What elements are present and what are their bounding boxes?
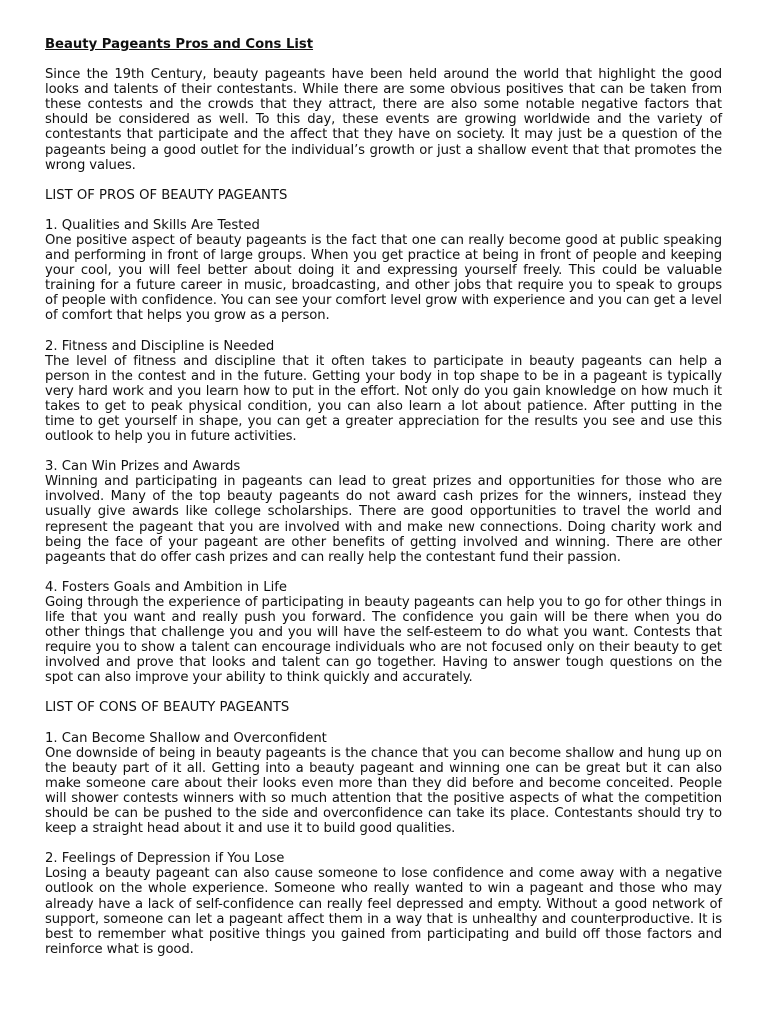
con-title-2: 2. Feelings of Depression if You Lose: [45, 851, 285, 867]
pro-body-1: One positive aspect of beauty pageants is the fact that one can really become good at public speaking and performing in front of large groups. When you get practice at being in front of people and keeping your cool, you will feel better about doing it and expressing yourself freely. This could be valuable training for a future career in music, broadcasting, and other jobs that require you to speak to groups of people with confidence. You can see your comfort level grow with experience and you can get a level of comfort that helps you grow as a person.: [45, 232, 722, 324]
pro-title-3: 3. Can Win Prizes and Awards: [45, 459, 241, 475]
con-section-2: [45, 851, 722, 957]
pro-body-4: Going through the experience of participating in beauty pageants can help you to go for other things in life that you want and really push you forward. The confidence you gain will be there when you do other things that challenge you and you will have the self-esteem to do what you want. Contests that require you to show a talent can encourage individuals who are not focused only on their beauty to get involved and prove that looks and talent can go together. Having to answer tough questions on the spot can also improve your ability to think quickly and accurately.: [45, 594, 722, 686]
pro-title-2: 2. Fitness and Discipline is Needed: [45, 338, 275, 354]
pro-body-3: Winning and participating in pageants can lead to great prizes and opportunities for those who are involved. Many of the top beauty pageants do not award cash prizes for the winners, instead they usually give awards like college scholarships. There are good opportunities to travel the world and represent the pageant that you are involved with and make new connections. Doing charity work and being the face of your pageant are other benefits of getting involved and winning. There are other pageants that do offer cash prizes and can really help the contestant fund their passion.: [45, 474, 722, 565]
pro-title-4: 4. Fosters Goals and Ambition in Life: [45, 579, 288, 595]
pro-title-1: 1. Qualities and Skills Are Tested: [45, 217, 260, 233]
pros-heading: LIST OF PROS OF BEAUTY PAGEANTS: [45, 187, 288, 203]
con-body-2: Losing a beauty pageant can also cause someone to lose confidence and come away with a negative outlook on the whole experience. Someone who really wanted to win a pageant and those who may already have a lack of self-confidence can really feel depressed and empty. Without a good network of support, someone can let a pageant affect them in a way that is unhealthy and counterproductive. It is best to remember what positive things you gained from participating and build off those factors and reinforce what is good.: [45, 866, 722, 957]
con-body-1: One downside of being in beauty pageants is the chance that you can become shallow and hung up on the beauty part of it all. Getting into a beauty pageant and winning one can be great but it can also make someone care about their looks even more than they did before and become conceited. People will shower contests winners with so much attention that the positive aspects of what the competition should be can be pushed to the side and overconfidence can take its place. Contestants should try to keep a straight head about it and use it to build good qualities.: [45, 745, 722, 837]
pro-section-2: [45, 339, 722, 445]
pro-section-4: [45, 580, 722, 686]
pro-body-2: The level of fitness and discipline that it often takes to participate in beauty pageants can help a person in the contest and in the future. Getting your body in top shape to be in a pageant is typically very hard work and you learn how to put in the effort. Not only do you gain knowledge on how much it takes to get to peak physical condition, you can also learn a lot about patience. After putting in the time to get yourself in shape, you can get a greater appreciation for the results you see and use this outlook to help you in future activities.: [45, 353, 722, 445]
con-title-1: 1. Can Become Shallow and Overconfident: [45, 730, 327, 746]
pro-section-1: [45, 218, 722, 324]
cons-heading: LIST OF CONS OF BEAUTY PAGEANTS: [45, 700, 290, 716]
con-section-1: [45, 731, 722, 837]
pro-section-3: [45, 459, 722, 565]
intro-paragraph: Since the 19th Century, beauty pageants have been held around the world that highlight the good looks and talents of their contestants. While there are some obvious positives that can be taken from these contests and the crowds that they attract, there are also some notable negative factors that should be considered as well. To this day, these events are growing worldwide and the variety of contestants that participate and the affect that they have on society. It may just be a question of the pageants being a good outlet for the individual’s growth or just a shallow event that that promotes the wrong values.: [45, 67, 722, 173]
document-title: Beauty Pageants Pros and Cons List: [45, 37, 314, 52]
